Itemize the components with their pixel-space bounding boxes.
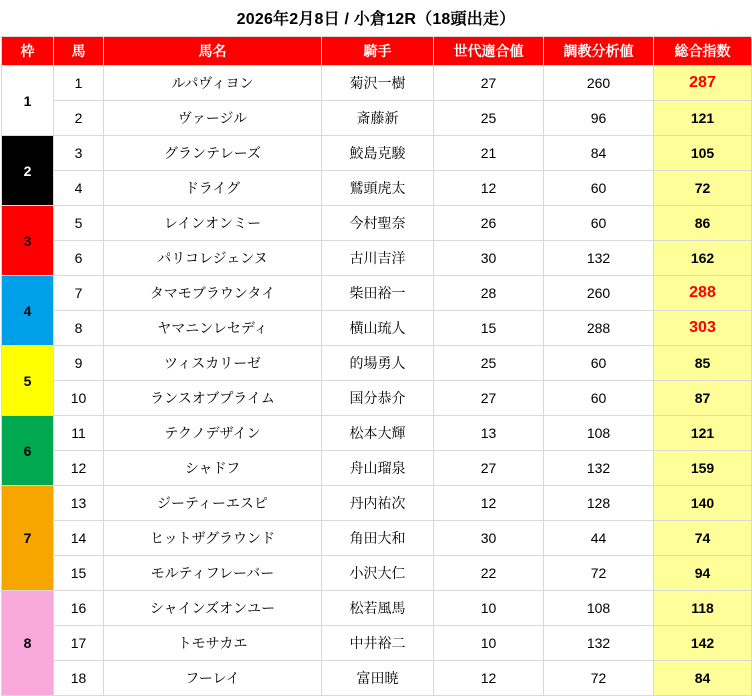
generation-fit-cell: 21 xyxy=(434,136,544,171)
table-row xyxy=(2,591,752,626)
training-analysis-cell: 72 xyxy=(544,556,654,591)
horse-number-cell: 16 xyxy=(54,591,104,626)
training-analysis-cell: 60 xyxy=(544,346,654,381)
horse-name-cell: ジーティーエスピ xyxy=(104,486,322,521)
jockey-cell: 柴田裕一 xyxy=(322,276,434,311)
total-index-cell: 118 xyxy=(654,591,752,626)
bracket-cell: 5 xyxy=(2,346,54,416)
horse-name-cell: モルティフレーバー xyxy=(104,556,322,591)
table-row xyxy=(2,276,752,311)
jockey-cell: 斎藤新 xyxy=(322,101,434,136)
training-analysis-cell: 132 xyxy=(544,241,654,276)
table-row xyxy=(2,661,752,696)
training-analysis-cell: 84 xyxy=(544,136,654,171)
horse-name-cell: パリコレジェンヌ xyxy=(104,241,322,276)
generation-fit-cell: 10 xyxy=(434,626,544,661)
jockey-cell: 横山琉人 xyxy=(322,311,434,346)
horse-number-cell: 11 xyxy=(54,416,104,451)
horse-number-cell: 3 xyxy=(54,136,104,171)
jockey-cell: 松若風馬 xyxy=(322,591,434,626)
training-analysis-cell: 108 xyxy=(544,591,654,626)
horse-number-cell: 7 xyxy=(54,276,104,311)
total-index-cell: 74 xyxy=(654,521,752,556)
generation-fit-cell: 15 xyxy=(434,311,544,346)
bracket-cell: 3 xyxy=(2,206,54,276)
horse-number-cell: 14 xyxy=(54,521,104,556)
column-header-waku: 枠 xyxy=(2,37,54,66)
jockey-cell: 丹内祐次 xyxy=(322,486,434,521)
horse-name-cell: トモサカエ xyxy=(104,626,322,661)
bracket-cell: 7 xyxy=(2,486,54,591)
total-index-cell: 287 xyxy=(654,66,752,101)
generation-fit-cell: 27 xyxy=(434,381,544,416)
generation-fit-cell: 12 xyxy=(434,486,544,521)
horse-number-cell: 4 xyxy=(54,171,104,206)
generation-fit-cell: 27 xyxy=(434,451,544,486)
generation-fit-cell: 27 xyxy=(434,66,544,101)
jockey-cell: 古川吉洋 xyxy=(322,241,434,276)
training-analysis-cell: 260 xyxy=(544,66,654,101)
horse-number-cell: 9 xyxy=(54,346,104,381)
horse-name-cell: レインオンミー xyxy=(104,206,322,241)
horse-name-cell: シャインズオンユー xyxy=(104,591,322,626)
bracket-cell: 4 xyxy=(2,276,54,346)
total-index-cell: 121 xyxy=(654,416,752,451)
horse-number-cell: 2 xyxy=(54,101,104,136)
jockey-cell: 小沢大仁 xyxy=(322,556,434,591)
horse-name-cell: シャドフ xyxy=(104,451,322,486)
horse-name-cell: フーレイ xyxy=(104,661,322,696)
total-index-cell: 86 xyxy=(654,206,752,241)
bracket-cell: 6 xyxy=(2,416,54,486)
table-row xyxy=(2,136,752,171)
horse-name-cell: ドライグ xyxy=(104,171,322,206)
generation-fit-cell: 22 xyxy=(434,556,544,591)
jockey-cell: 中井裕二 xyxy=(322,626,434,661)
bracket-cell: 1 xyxy=(2,66,54,136)
header-row xyxy=(2,37,752,66)
total-index-cell: 303 xyxy=(654,311,752,346)
jockey-cell: 菊沢一樹 xyxy=(322,66,434,101)
horse-number-cell: 5 xyxy=(54,206,104,241)
training-analysis-cell: 60 xyxy=(544,171,654,206)
training-analysis-cell: 108 xyxy=(544,416,654,451)
page-title: 2026年2月8日 / 小倉12R（18頭出走） xyxy=(236,11,516,28)
column-header-jockey: 騎手 xyxy=(322,37,434,66)
horse-name-cell: ランスオブプライム xyxy=(104,381,322,416)
total-index-cell: 85 xyxy=(654,346,752,381)
horse-name-cell: テクノデザイン xyxy=(104,416,322,451)
bracket-cell: 2 xyxy=(2,136,54,206)
horse-number-cell: 6 xyxy=(54,241,104,276)
column-header-name: 馬名 xyxy=(104,37,322,66)
table-row xyxy=(2,486,752,521)
horse-number-cell: 10 xyxy=(54,381,104,416)
bracket-cell: 8 xyxy=(2,591,54,696)
total-index-cell: 142 xyxy=(654,626,752,661)
horse-name-cell: ルパヴィヨン xyxy=(104,66,322,101)
table-row xyxy=(2,206,752,241)
race-table xyxy=(1,36,752,696)
total-index-cell: 72 xyxy=(654,171,752,206)
table-header xyxy=(2,37,752,66)
total-index-cell: 162 xyxy=(654,241,752,276)
generation-fit-cell: 28 xyxy=(434,276,544,311)
horse-name-cell: ヤマニンレセディ xyxy=(104,311,322,346)
training-analysis-cell: 96 xyxy=(544,101,654,136)
training-analysis-cell: 132 xyxy=(544,451,654,486)
jockey-cell: 今村聖奈 xyxy=(322,206,434,241)
table-row xyxy=(2,346,752,381)
horse-number-cell: 18 xyxy=(54,661,104,696)
horse-name-cell: タマモブラウンタイ xyxy=(104,276,322,311)
table-row xyxy=(2,66,752,101)
generation-fit-cell: 13 xyxy=(434,416,544,451)
column-header-uma: 馬 xyxy=(54,37,104,66)
horse-number-cell: 15 xyxy=(54,556,104,591)
total-index-cell: 84 xyxy=(654,661,752,696)
training-analysis-cell: 128 xyxy=(544,486,654,521)
total-index-cell: 94 xyxy=(654,556,752,591)
total-index-cell: 121 xyxy=(654,101,752,136)
training-analysis-cell: 72 xyxy=(544,661,654,696)
horse-name-cell: ヒットザグラウンド xyxy=(104,521,322,556)
generation-fit-cell: 30 xyxy=(434,241,544,276)
jockey-cell: 角田大和 xyxy=(322,521,434,556)
jockey-cell: 松本大輝 xyxy=(322,416,434,451)
training-analysis-cell: 132 xyxy=(544,626,654,661)
horse-name-cell: グランテレーズ xyxy=(104,136,322,171)
column-header-gen: 世代適合値 xyxy=(434,37,544,66)
jockey-cell: 舟山瑠泉 xyxy=(322,451,434,486)
horse-number-cell: 13 xyxy=(54,486,104,521)
total-index-cell: 140 xyxy=(654,486,752,521)
training-analysis-cell: 288 xyxy=(544,311,654,346)
table-row xyxy=(2,521,752,556)
generation-fit-cell: 26 xyxy=(434,206,544,241)
table-row xyxy=(2,381,752,416)
horse-number-cell: 12 xyxy=(54,451,104,486)
training-analysis-cell: 60 xyxy=(544,206,654,241)
column-header-total: 総合指数 xyxy=(654,37,752,66)
training-analysis-cell: 260 xyxy=(544,276,654,311)
generation-fit-cell: 25 xyxy=(434,101,544,136)
generation-fit-cell: 30 xyxy=(434,521,544,556)
total-index-cell: 87 xyxy=(654,381,752,416)
generation-fit-cell: 10 xyxy=(434,591,544,626)
table-row xyxy=(2,241,752,276)
total-index-cell: 105 xyxy=(654,136,752,171)
total-index-cell: 159 xyxy=(654,451,752,486)
generation-fit-cell: 25 xyxy=(434,346,544,381)
horse-number-cell: 8 xyxy=(54,311,104,346)
table-row xyxy=(2,311,752,346)
jockey-cell: 鷲頭虎太 xyxy=(322,171,434,206)
training-analysis-cell: 44 xyxy=(544,521,654,556)
column-header-train: 調教分析値 xyxy=(544,37,654,66)
jockey-cell: 鮫島克駿 xyxy=(322,136,434,171)
jockey-cell: 富田暁 xyxy=(322,661,434,696)
total-index-cell: 288 xyxy=(654,276,752,311)
table-row xyxy=(2,451,752,486)
horse-name-cell: ヴァージル xyxy=(104,101,322,136)
table-row xyxy=(2,171,752,206)
table-row xyxy=(2,416,752,451)
jockey-cell: 的場勇人 xyxy=(322,346,434,381)
horse-number-cell: 17 xyxy=(54,626,104,661)
jockey-cell: 国分恭介 xyxy=(322,381,434,416)
training-analysis-cell: 60 xyxy=(544,381,654,416)
table-row xyxy=(2,626,752,661)
horse-number-cell: 1 xyxy=(54,66,104,101)
generation-fit-cell: 12 xyxy=(434,171,544,206)
table-row xyxy=(2,556,752,591)
horse-name-cell: ツィスカリーゼ xyxy=(104,346,322,381)
table-row xyxy=(2,101,752,136)
table-body xyxy=(2,66,752,696)
generation-fit-cell: 12 xyxy=(434,661,544,696)
